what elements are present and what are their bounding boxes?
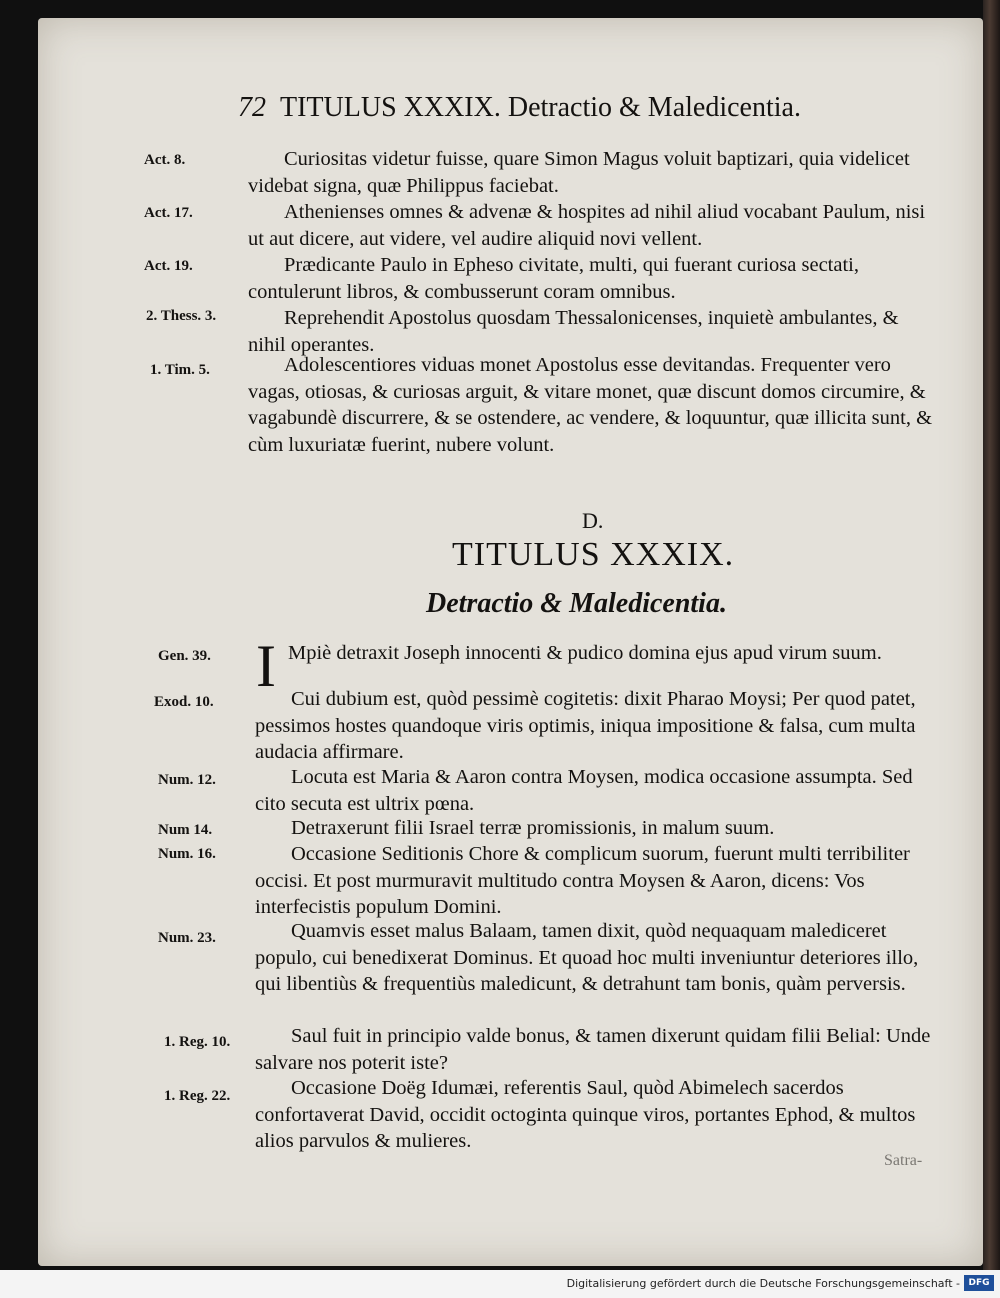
entry-reference: Gen. 39. — [158, 648, 211, 664]
catchword: Satra- — [884, 1152, 923, 1169]
entry-text: Reprehendit Apostolus quosdam Thessalonicenses, inquietè ambulantes, & nihil operantes. — [248, 307, 899, 356]
entry-reference: Act. 8. — [144, 152, 186, 168]
footer-credit: Digitalisierung gefördert durch die Deutsche Forschungsgemeinschaft - — [566, 1277, 960, 1290]
book-edge — [983, 0, 1000, 1270]
entry-reference: Act. 19. — [144, 258, 193, 274]
entry-reference: Num 14. — [158, 822, 213, 838]
entry-reference: Act. 17. — [144, 205, 193, 221]
page-number: 72 — [238, 92, 266, 123]
entry-text: Saul fuit in principio valde bonus, & tamen dixerunt quidam filii Belial: Unde salvare nos poterit iste? — [255, 1025, 931, 1074]
entry-text: Mpiè detraxit Joseph innocenti & pudico domina ejus apud virum suum. — [288, 642, 882, 664]
entry-reference: 1. Reg. 10. — [164, 1034, 231, 1050]
entry-text: Occasione Seditionis Chore & complicum suorum, fuerunt multi terribiliter occisi. Et post murmuravit multitudo contra Moysen & Aaron, dicens: Vos interfecistis populum Domini. — [255, 843, 910, 918]
entry-reference: 1. Reg. 22. — [164, 1088, 231, 1104]
section-title: TITULUS XXXIX. — [452, 536, 735, 573]
dfg-logo: DFG — [964, 1275, 994, 1291]
entry-text: Quamvis esset malus Balaam, tamen dixit, quòd nequaquam malediceret populo, cui benedixerat Dominus. Et quoad hoc multi inveniuntur deteriores illo, qui libentiùs & frequentiùs maledicunt, & detrahunt tam bonis, quàm perversis. — [255, 920, 919, 995]
entry-reference: 2. Thess. 3. — [146, 308, 217, 324]
entry-reference: Num. 16. — [158, 846, 216, 862]
entry-reference: Exod. 10. — [154, 694, 214, 710]
entry-text: Prædicante Paulo in Epheso civitate, multi, qui fuerant curiosa sectati, contulerunt libros, & combusserunt coram omnibus. — [248, 254, 859, 303]
entry-text: Detraxerunt filii Israel terræ promissionis, in malum suum. — [291, 817, 775, 839]
entry-text: Occasione Doëg Idumæi, referentis Saul, quòd Abimelech sacerdos confortaverat David, occidit octoginta quinque viros, portantes Ephod, & multos alios parvulos & mulieres. — [255, 1077, 916, 1152]
entry-text: Athenienses omnes & advenæ & hospites ad nihil aliud vocabant Paulum, nisi ut aut dicere, aut videre, vel audire aliquid novi vellent. — [248, 201, 926, 250]
entry-text: Adolescentiores viduas monet Apostolus esse devitandas. Frequenter vero vagas, otiosas, & curiosas arguit, & vitare monet, quæ discunt domos circumire, & vagabundè discurrere, & se ostendere, ac vendere, & loquuntur, quæ illicita sunt, & cùm luxuriatæ fuerint, nubere volunt. — [248, 354, 933, 456]
entry-reference: Num. 23. — [158, 930, 216, 946]
digitization-footer — [0, 1270, 1000, 1298]
section-letter: D. — [582, 508, 604, 533]
running-head-title: TITULUS XXXIX. Detractio & Maledicentia. — [280, 92, 801, 123]
entry-reference: Num. 12. — [158, 772, 216, 788]
section-subtitle: Detractio & Maledicentia. — [426, 588, 727, 619]
entry-reference: 1. Tim. 5. — [150, 362, 210, 378]
entry-text: Cui dubium est, quòd pessimè cogitetis: dixit Pharao Moysi; Per quod patet, pessimos hostes quandoque viris optimis, iniqua impositione & falsa, cum multa audacia affirmare. — [255, 688, 916, 763]
entry-text: Locuta est Maria & Aaron contra Moysen, modica occasione assumpta. Sed cito secuta est ultrix pœna. — [255, 766, 913, 815]
drop-cap: I — [256, 633, 276, 699]
running-head — [238, 92, 801, 124]
entry-text: Curiositas videtur fuisse, quare Simon Magus voluit baptizari, quia videlicet videbat signa, quæ Philippus faciebat. — [248, 148, 910, 197]
